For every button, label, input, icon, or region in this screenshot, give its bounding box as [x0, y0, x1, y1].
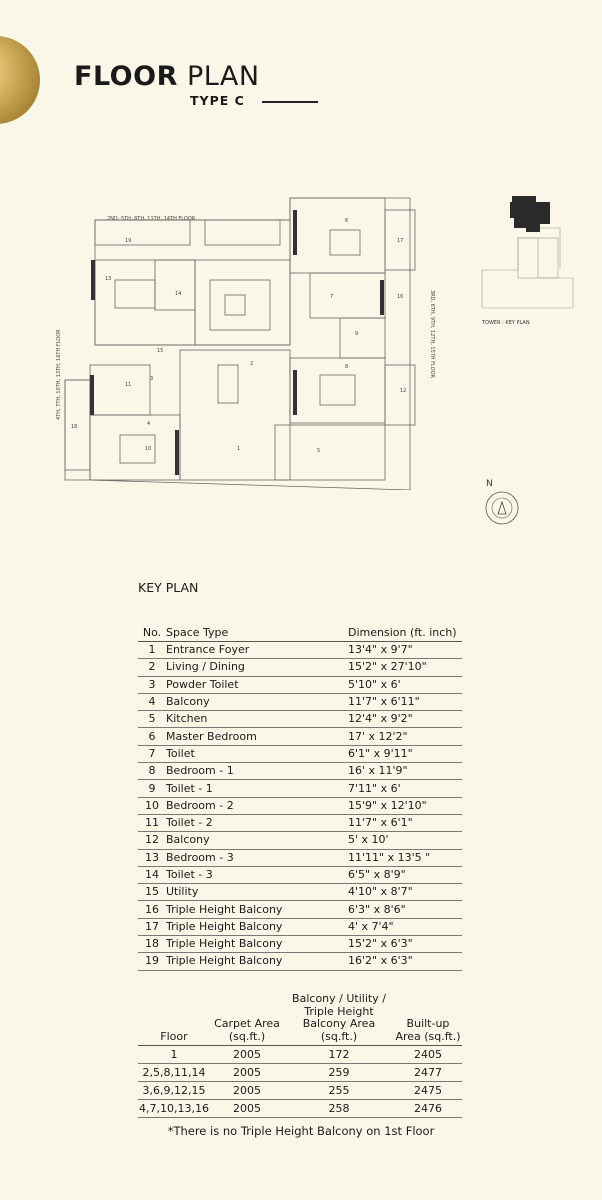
north-compass — [482, 476, 522, 526]
key-plan-cell: 11'11" x 13'5 " — [348, 849, 462, 866]
key-plan-cell: Balcony — [166, 832, 348, 849]
key-plan-cell: 1 — [138, 642, 166, 659]
room-number: 1 — [237, 446, 241, 452]
room-number: 19 — [125, 238, 132, 244]
page-subtitle: TYPE C — [190, 93, 245, 108]
key-plan-cell: 15'9" x 12'10" — [348, 797, 462, 814]
key-plan-cell: 2 — [138, 659, 166, 676]
key-plan-cell: 7 — [138, 745, 166, 762]
floor-table-cell: 2005 — [210, 1100, 284, 1118]
room-number: 18 — [71, 424, 78, 430]
key-plan-cell: 6'5" x 8'9" — [348, 866, 462, 883]
compass-north-label: N — [486, 479, 493, 489]
key-plan-row — [138, 642, 462, 659]
key-plan-row — [138, 745, 462, 762]
key-plan-cell: Entrance Foyer — [166, 642, 348, 659]
key-plan-row — [138, 797, 462, 814]
floor-table-cell: 2005 — [210, 1064, 284, 1082]
key-plan-row — [138, 936, 462, 953]
floor-table-cell: 2005 — [210, 1046, 284, 1064]
floor-table-row — [138, 1046, 462, 1064]
room-number: 15 — [157, 348, 164, 354]
key-plan-cell: Kitchen — [166, 711, 348, 728]
room-number: 4 — [147, 421, 151, 427]
floor-table-cell: 2005 — [210, 1082, 284, 1100]
floor-table-row — [138, 1100, 462, 1118]
floor-plan-drawing — [55, 190, 435, 490]
key-plan-cell: Bedroom - 2 — [166, 797, 348, 814]
key-plan-cell: Master Bedroom — [166, 728, 348, 745]
key-plan-row — [138, 866, 462, 883]
key-plan-cell: 15'2" x 6'3" — [348, 936, 462, 953]
floor-table-row — [138, 1064, 462, 1082]
key-plan-cell: 10 — [138, 797, 166, 814]
gold-circle-decoration — [0, 36, 40, 124]
plan-floor-label-top: 2ND, 5TH, 8TH, 11TH, 14TH FLOOR — [107, 216, 196, 222]
key-plan-cell: 16'2" x 6'3" — [348, 953, 462, 970]
footnote: *There is no Triple Height Balcony on 1st Floor — [167, 1124, 435, 1138]
room-number: 12 — [400, 388, 407, 394]
key-plan-cell: Living / Dining — [166, 659, 348, 676]
room-number: 11 — [125, 382, 132, 388]
key-plan-cell: 7'11" x 6' — [348, 780, 462, 797]
key-plan-cell: 9 — [138, 780, 166, 797]
column-header: Balcony / Utility / Triple Height Balcony Area (sq.ft.) — [284, 992, 394, 1046]
key-plan-cell: 19 — [138, 953, 166, 970]
key-plan-cell: 16 — [138, 901, 166, 918]
key-plan-row — [138, 728, 462, 745]
key-plan-cell: 8 — [138, 763, 166, 780]
key-plan-cell: Bedroom - 1 — [166, 763, 348, 780]
key-plan-row — [138, 901, 462, 918]
key-plan-cell: 4 — [138, 693, 166, 710]
key-plan-cell: Toilet - 3 — [166, 866, 348, 883]
floor-table-cell: 2,5,8,11,14 — [138, 1064, 210, 1082]
floor-table-cell: 255 — [284, 1082, 394, 1100]
key-plan-row — [138, 953, 462, 970]
column-header: No. — [138, 624, 166, 642]
column-header: Carpet Area (sq.ft.) — [210, 992, 284, 1046]
key-plan-cell: 13 — [138, 849, 166, 866]
key-plan-row — [138, 918, 462, 935]
key-plan-cell: Triple Height Balcony — [166, 918, 348, 935]
key-plan-cell: 5'10" x 6' — [348, 676, 462, 693]
title-light: PLAN — [186, 61, 260, 92]
key-plan-cell: 6 — [138, 728, 166, 745]
key-plan-cell: 5 — [138, 711, 166, 728]
key-plan-cell: Utility — [166, 884, 348, 901]
room-number: 2 — [250, 361, 254, 367]
floor-table-cell: 2405 — [394, 1046, 462, 1064]
key-plan-cell: Toilet - 2 — [166, 814, 348, 831]
key-plan-cell: 6'3" x 8'6" — [348, 901, 462, 918]
column-header: Space Type — [166, 624, 348, 642]
key-plan-cell: 4' x 7'4" — [348, 918, 462, 935]
key-plan-row — [138, 659, 462, 676]
floor-table-cell: 172 — [284, 1046, 394, 1064]
key-plan-cell: 12'4" x 9'2" — [348, 711, 462, 728]
key-plan-cell: 15 — [138, 884, 166, 901]
room-number: 17 — [397, 238, 404, 244]
title-bold: FLOOR — [74, 61, 178, 92]
room-number: 7 — [330, 294, 334, 300]
floor-area-table — [138, 992, 462, 1118]
key-plan-row — [138, 763, 462, 780]
room-number: 3 — [150, 376, 154, 382]
key-plan-cell: Toilet — [166, 745, 348, 762]
key-plan-cell: Bedroom - 3 — [166, 849, 348, 866]
floor-table-cell: 259 — [284, 1064, 394, 1082]
room-number: 16 — [397, 294, 404, 300]
floor-table-row — [138, 1082, 462, 1100]
key-plan-row — [138, 693, 462, 710]
key-plan-cell: 3 — [138, 676, 166, 693]
column-header: Floor — [138, 992, 210, 1046]
key-plan-cell: 12 — [138, 832, 166, 849]
tower-key-plan-caption: TOWER : KEY PLAN — [482, 320, 530, 326]
key-plan-row — [138, 711, 462, 728]
floor-table-cell: 2476 — [394, 1100, 462, 1118]
room-number: 9 — [355, 331, 359, 337]
page-title — [74, 62, 260, 92]
key-plan-cell: Triple Height Balcony — [166, 953, 348, 970]
key-plan-cell: 17 — [138, 918, 166, 935]
key-plan-cell: Triple Height Balcony — [166, 936, 348, 953]
key-plan-cell: 17' x 12'2" — [348, 728, 462, 745]
key-plan-row — [138, 884, 462, 901]
floor-table-cell: 3,6,9,12,15 — [138, 1082, 210, 1100]
subtitle-rule — [262, 101, 318, 103]
floor-table-cell: 2477 — [394, 1064, 462, 1082]
key-plan-cell: Balcony — [166, 693, 348, 710]
column-header: Built-up Area (sq.ft.) — [394, 992, 462, 1046]
key-plan-cell: Toilet - 1 — [166, 780, 348, 797]
room-number: 5 — [317, 448, 321, 454]
key-plan-cell: 4'10" x 8'7" — [348, 884, 462, 901]
key-plan-cell: 11'7" x 6'11" — [348, 693, 462, 710]
key-plan-cell: 18 — [138, 936, 166, 953]
key-plan-title: KEY PLAN — [138, 580, 199, 595]
floor-table-cell: 258 — [284, 1100, 394, 1118]
key-plan-cell: 14 — [138, 866, 166, 883]
key-plan-row — [138, 832, 462, 849]
room-number: 6 — [345, 218, 349, 224]
key-plan-cell: 5' x 10' — [348, 832, 462, 849]
key-plan-cell: 6'1" x 9'11" — [348, 745, 462, 762]
room-number: 8 — [345, 364, 349, 370]
floor-table-cell: 1 — [138, 1046, 210, 1064]
tower-key-plan — [478, 188, 588, 333]
key-plan-row — [138, 676, 462, 693]
room-number: 10 — [145, 446, 152, 452]
key-plan-cell: 15'2" x 27'10" — [348, 659, 462, 676]
key-plan-cell: 11 — [138, 814, 166, 831]
key-plan-cell: Triple Height Balcony — [166, 901, 348, 918]
key-plan-cell: 11'7" x 6'1" — [348, 814, 462, 831]
key-plan-cell: 16' x 11'9" — [348, 763, 462, 780]
key-plan-row — [138, 849, 462, 866]
key-plan-cell: 13'4" x 9'7" — [348, 642, 462, 659]
plan-floor-label-right: 3RD, 6TH, 9TH, 12TH, 15TH FLOOR — [429, 290, 435, 378]
room-number: 14 — [175, 291, 182, 297]
floor-table-cell: 2475 — [394, 1082, 462, 1100]
key-plan-row — [138, 780, 462, 797]
key-plan-table — [138, 624, 462, 971]
key-plan-cell: Powder Toilet — [166, 676, 348, 693]
plan-floor-label-left: 4TH, 7TH, 10TH, 13TH, 16TH FLOOR — [56, 329, 62, 420]
column-header: Dimension (ft. inch) — [348, 624, 462, 642]
room-number: 13 — [105, 276, 112, 282]
floor-table-cell: 4,7,10,13,16 — [138, 1100, 210, 1118]
key-plan-row — [138, 814, 462, 831]
